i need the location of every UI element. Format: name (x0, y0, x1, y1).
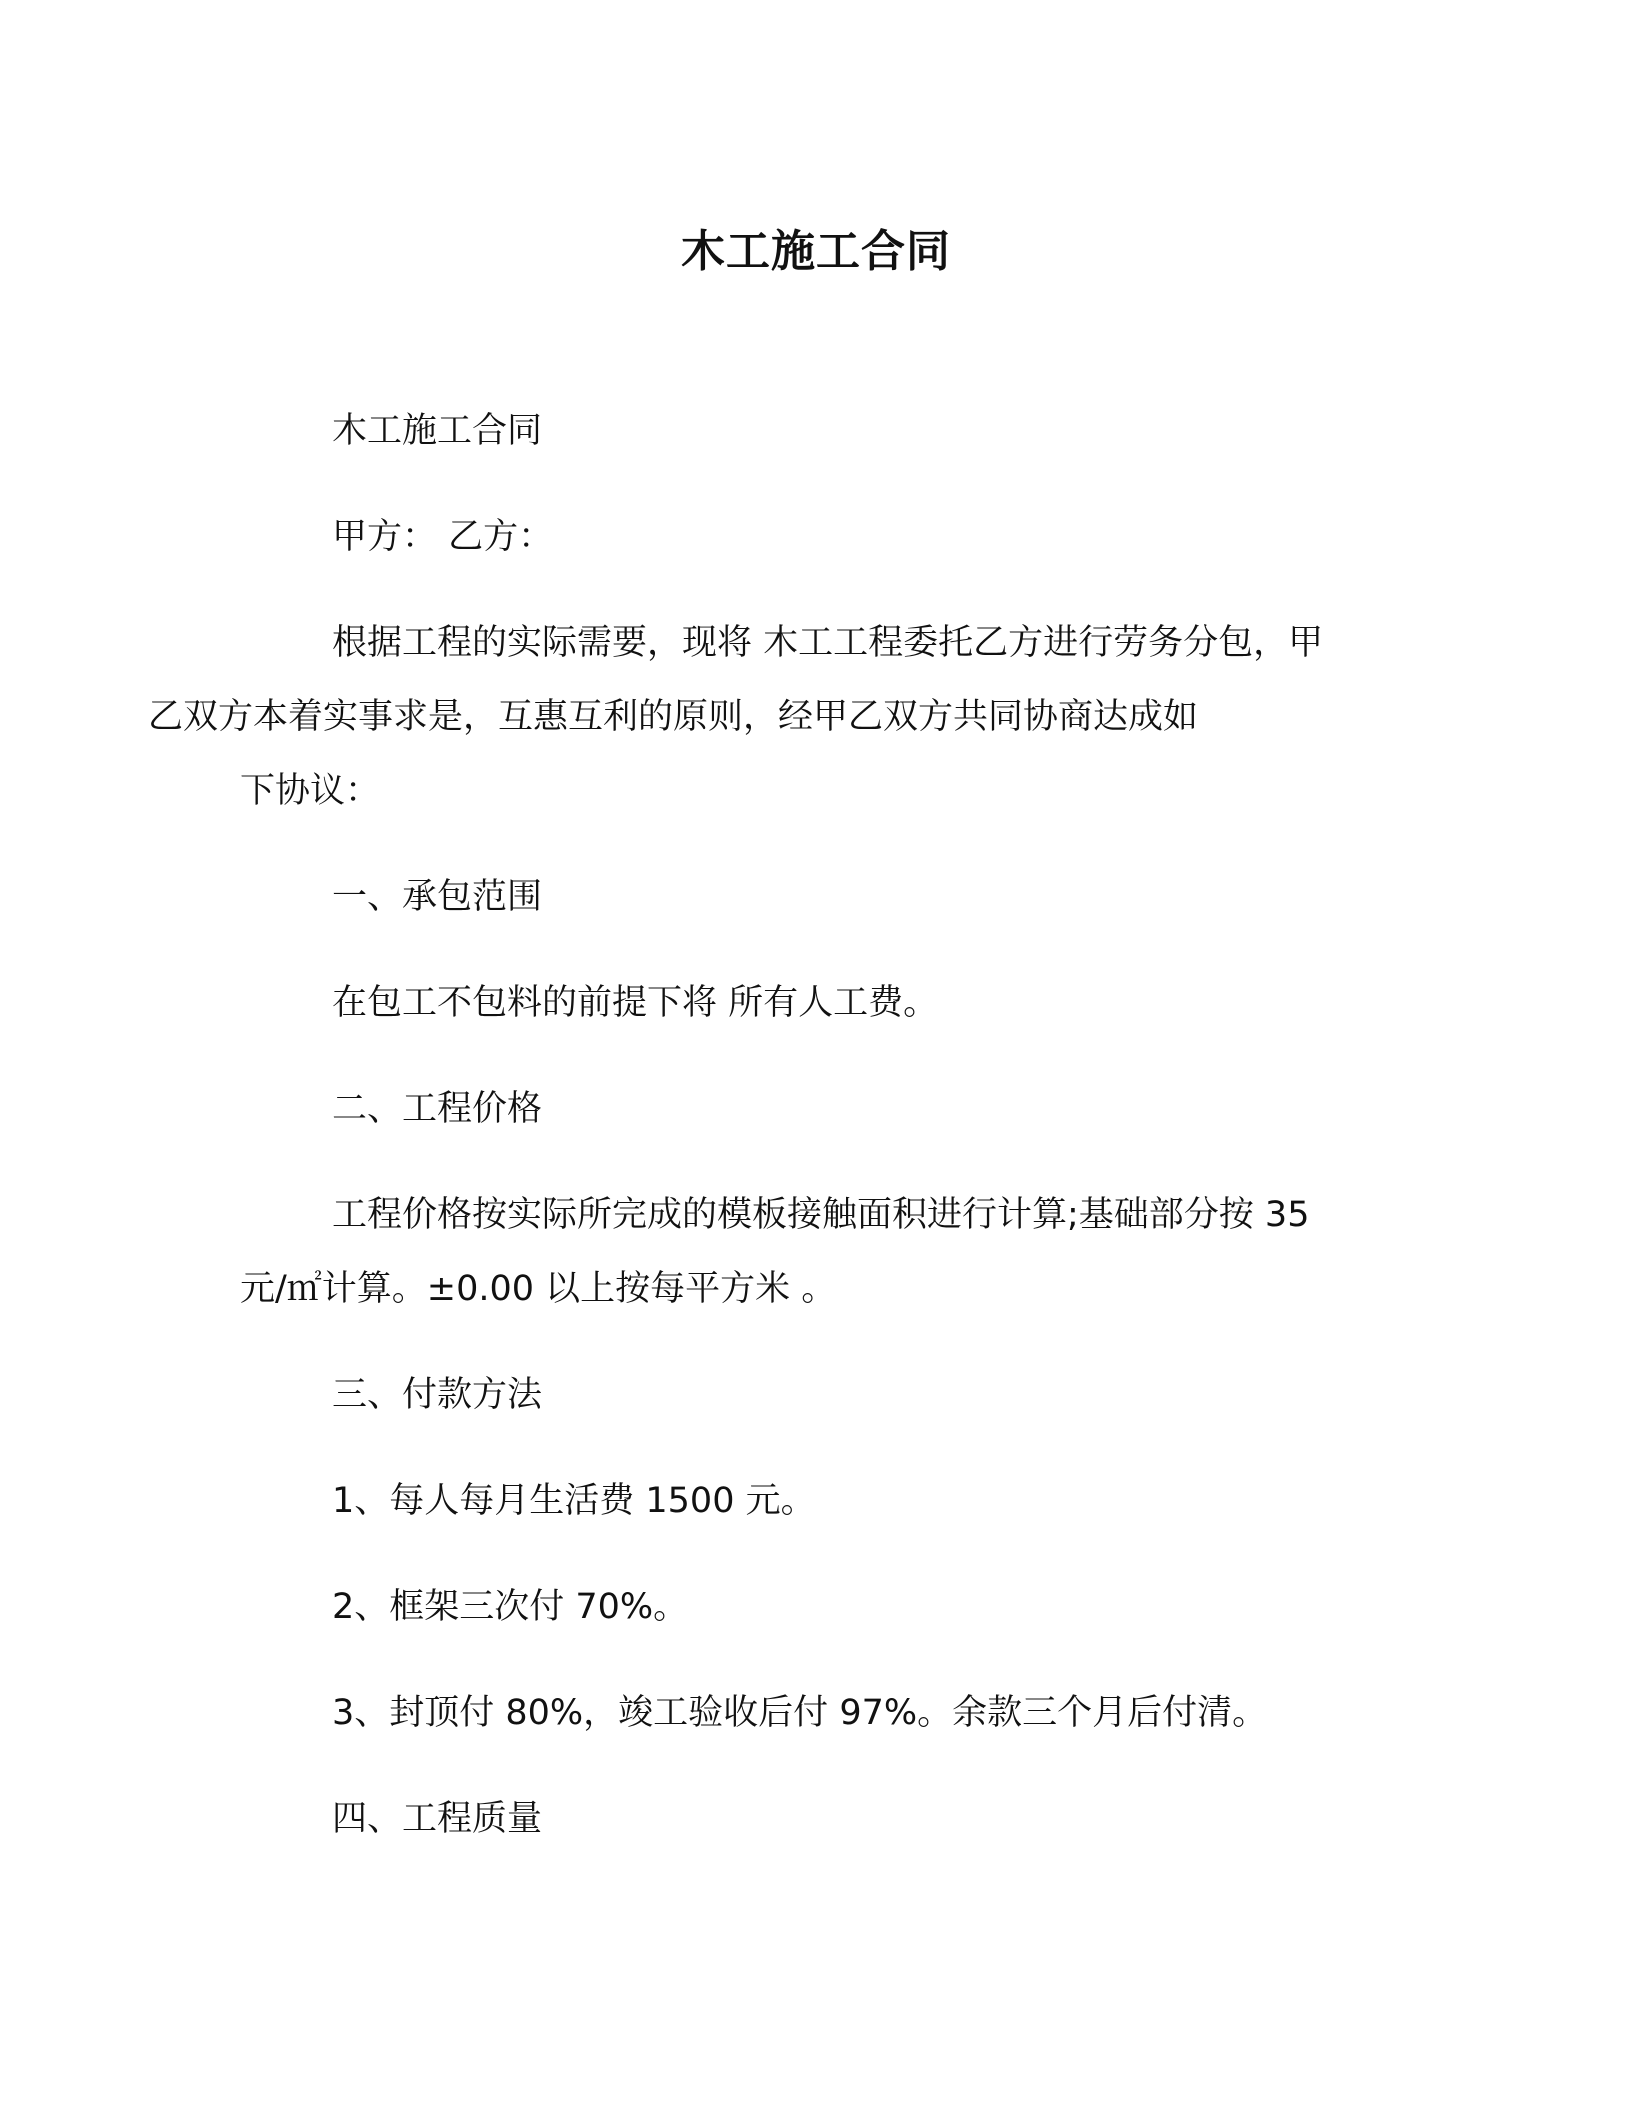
section-2-line-2: 元/㎡计算。±0.00 以上按每平方米 。 (240, 1269, 837, 1309)
payment-item-3: 3、封顶付 80%，竣工验收后付 97%。余款三个月后付清。 (332, 1693, 1268, 1733)
section-1-text: 在包工不包料的前提下将 所有人工费。 (332, 983, 939, 1023)
section-4-heading: 四、工程质量 (332, 1799, 543, 1839)
document-title: 木工施工合同 (681, 226, 951, 277)
subtitle: 木工施工合同 (332, 411, 543, 451)
section-3-heading: 三、付款方法 (332, 1375, 543, 1415)
intro-line-1: 根据工程的实际需要，现将 木工工程委托乙方进行劳务分包，甲 (332, 623, 1324, 663)
payment-item-1: 1、每人每月生活费 1500 元。 (332, 1481, 816, 1521)
section-1-heading: 一、承包范围 (332, 877, 543, 917)
parties-line: 甲方： 乙方： (332, 517, 554, 557)
intro-line-3: 下协议： (240, 771, 381, 811)
section-2-paragraph (240, 1178, 1380, 1326)
section-2-line-1: 工程价格按实际所完成的模板接触面积进行计算;基础部分按 35 (332, 1195, 1310, 1235)
intro-line-2: 乙双方本着实事求是，互惠互利的原则，经甲乙双方共同协商达成如 (148, 697, 1199, 737)
intro-paragraph (148, 606, 1380, 828)
section-2-heading: 二、工程价格 (332, 1089, 543, 1129)
payment-item-2: 2、框架三次付 70%。 (332, 1587, 689, 1627)
document-body (148, 394, 1380, 1856)
